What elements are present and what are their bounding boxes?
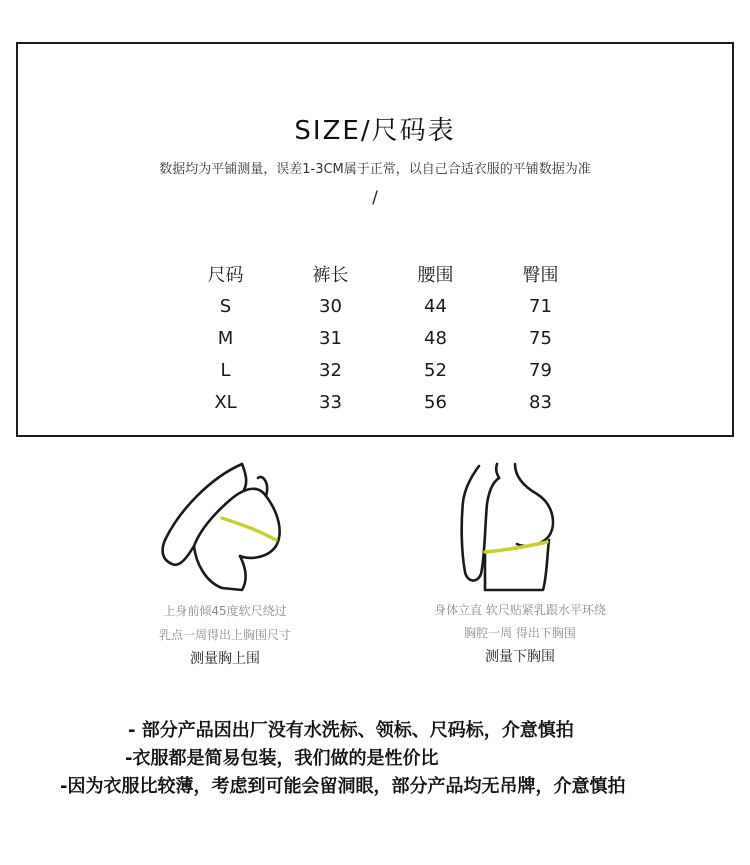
note-line: - 部分产品因出厂没有水洗标、领标、尺码标，介意慎拍 bbox=[128, 720, 574, 741]
cell-hip: 79 bbox=[529, 359, 552, 381]
table-row bbox=[173, 354, 593, 386]
cell-length: 33 bbox=[319, 391, 342, 413]
table-row bbox=[173, 386, 593, 418]
arm-inner-outline bbox=[194, 489, 266, 546]
measuring-tape-upper bbox=[222, 518, 276, 540]
note-line: -因为衣服比较薄，考虑到可能会留洞眼，部分产品均无吊牌，介意慎拍 bbox=[60, 776, 626, 797]
shoulder-line bbox=[496, 464, 499, 478]
header-length: 裤长 bbox=[312, 265, 349, 286]
upper-caption-line1: 上身前倾45度软尺绕过 bbox=[163, 604, 287, 618]
cell-waist: 56 bbox=[424, 391, 447, 413]
bust-outline bbox=[515, 464, 553, 546]
note-line: -衣服都是简易包装，我们做的是性价比 bbox=[125, 748, 439, 769]
size-chart-subtitle: 数据均为平铺测量，误差1-3CM属于正常，以自己合适衣服的平铺数据为准 bbox=[159, 162, 591, 177]
shoulder-line bbox=[242, 464, 246, 490]
arm-outline bbox=[163, 464, 242, 565]
cell-length: 31 bbox=[319, 327, 342, 349]
cell-waist: 48 bbox=[424, 327, 447, 349]
cell-size: XL bbox=[214, 391, 237, 413]
cell-size: M bbox=[217, 327, 234, 349]
cell-length: 30 bbox=[319, 295, 342, 317]
header-waist: 腰围 bbox=[417, 265, 454, 286]
lower-caption-line2: 胸腔一周 得出下胸围 bbox=[464, 626, 576, 640]
header-hip: 臀围 bbox=[522, 265, 559, 286]
upper-bust-illustration bbox=[150, 460, 300, 595]
lower-caption-main: 测量下胸围 bbox=[485, 649, 555, 665]
header-size: 尺码 bbox=[207, 265, 244, 286]
cell-hip: 71 bbox=[529, 295, 552, 317]
lower-bust-illustration bbox=[445, 460, 575, 595]
arm-outline bbox=[462, 466, 499, 581]
size-chart-box bbox=[16, 42, 734, 437]
upper-caption-line2: 乳点一周得出上胸围尺寸 bbox=[158, 628, 291, 642]
cell-size: S bbox=[219, 295, 232, 317]
lower-caption-line1: 身体立直 软尺贴紧乳跟水平环绕 bbox=[434, 603, 606, 617]
size-table-header-row bbox=[173, 258, 593, 290]
cell-hip: 75 bbox=[529, 327, 552, 349]
cell-size: L bbox=[220, 359, 231, 381]
size-table bbox=[173, 258, 593, 418]
size-chart-slash: / bbox=[372, 188, 378, 208]
size-chart-title: SIZE/尺码表 bbox=[294, 116, 456, 146]
cell-waist: 52 bbox=[424, 359, 447, 381]
torso-outline bbox=[194, 546, 246, 590]
table-row bbox=[173, 290, 593, 322]
cell-length: 32 bbox=[319, 359, 342, 381]
upper-caption-main: 测量胸上围 bbox=[190, 651, 260, 667]
cell-waist: 44 bbox=[424, 295, 447, 317]
cell-hip: 83 bbox=[529, 391, 552, 413]
table-row bbox=[173, 322, 593, 354]
